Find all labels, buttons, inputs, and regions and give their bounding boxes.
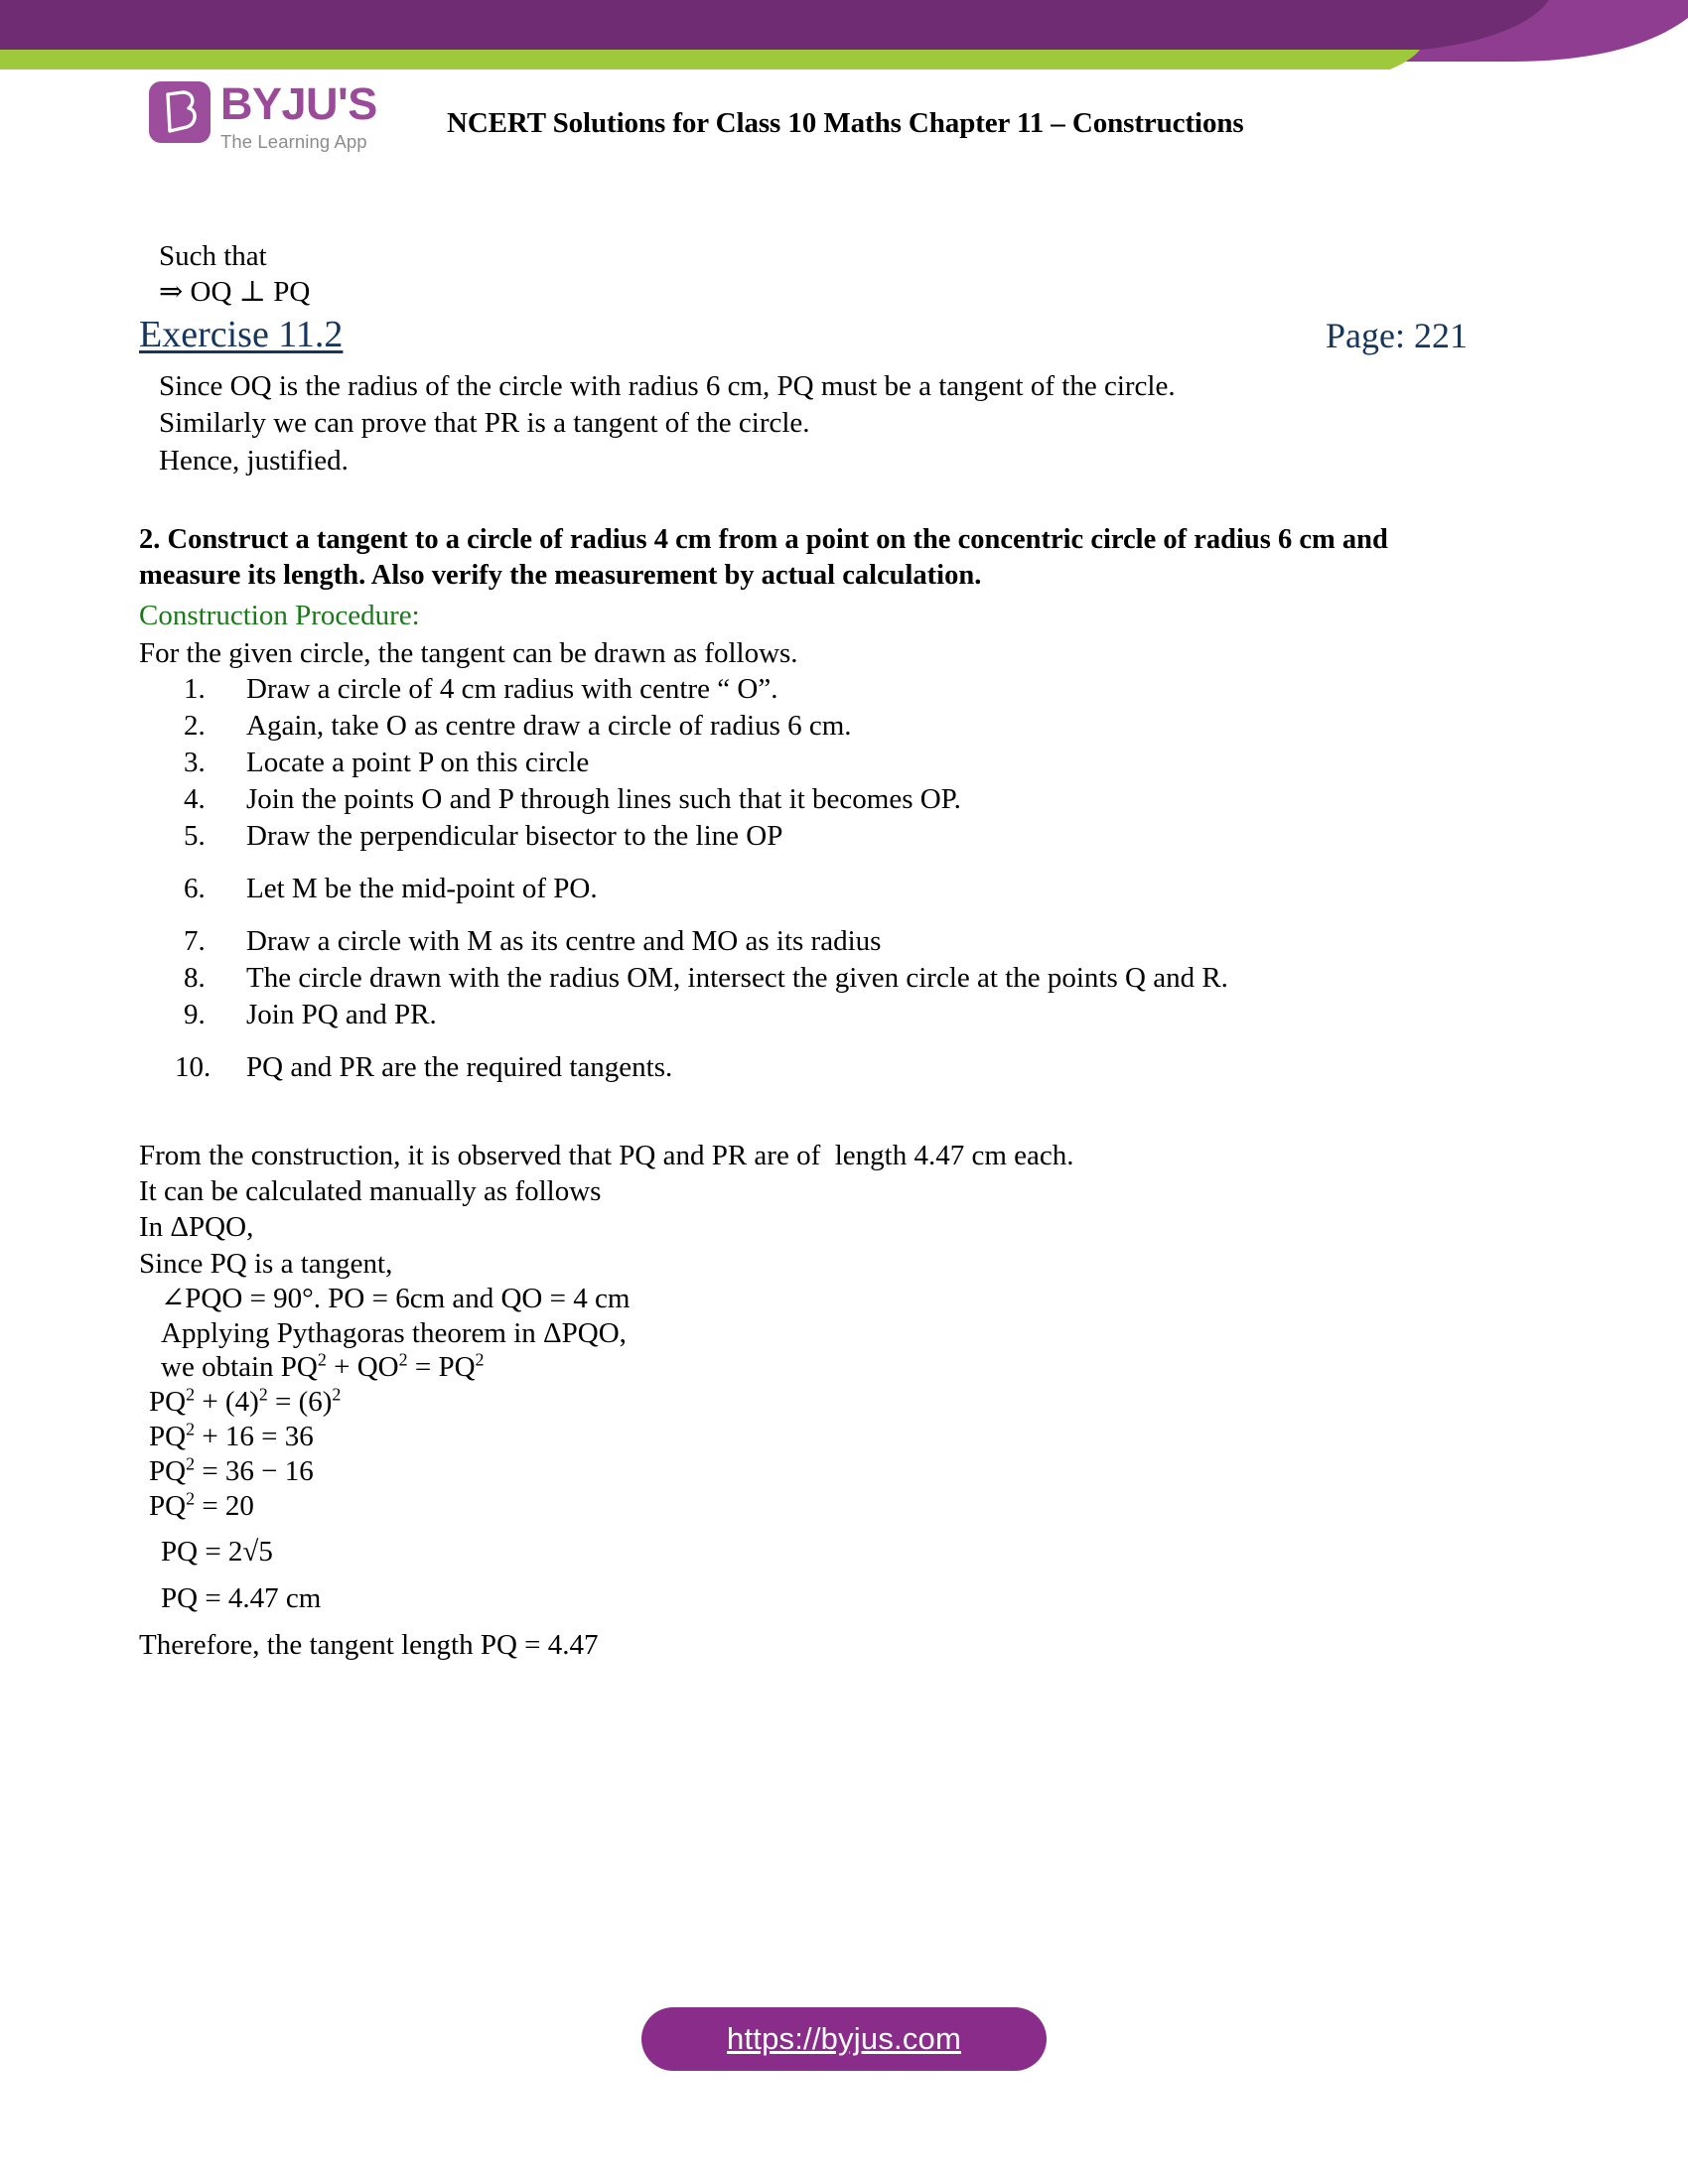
list-item bbox=[139, 782, 1549, 822]
step-text: Draw a circle of 4 cm radius with centre “ O”. bbox=[246, 672, 778, 705]
list-item bbox=[139, 672, 1549, 712]
superscript-2: 2 bbox=[186, 1419, 196, 1439]
math-angle-line: ∠PQO = 90°. PO = 6cm and QO = 4 cm bbox=[161, 1282, 631, 1314]
step-text: Draw the perpendicular bisector to the line OP bbox=[246, 819, 783, 852]
paragraph-similarly: Similarly we can prove that PR is a tangent of the circle. bbox=[159, 407, 810, 440]
superscript-2: 2 bbox=[332, 1384, 342, 1405]
step-text: Draw a circle with M as its centre and MO as its radius bbox=[246, 924, 882, 957]
observation-line-2: It can be calculated manually as follows bbox=[139, 1175, 602, 1208]
superscript-2: 2 bbox=[186, 1384, 196, 1405]
step-number: 8. bbox=[184, 961, 206, 994]
superscript-2: 2 bbox=[317, 1349, 327, 1370]
observation-line-4: Since PQ is a tangent, bbox=[139, 1247, 393, 1280]
math-conclusion: Therefore, the tangent length PQ = 4.47 bbox=[139, 1629, 599, 1662]
math-obtain-rest: + QO bbox=[326, 1351, 399, 1384]
page-footer bbox=[0, 2007, 1688, 2071]
banner-green-shape bbox=[0, 50, 1420, 69]
superscript-2: 2 bbox=[258, 1384, 268, 1405]
page-number-label: Page: 221 bbox=[1326, 315, 1468, 355]
list-item bbox=[139, 819, 1549, 859]
eq-term: PQ bbox=[149, 1454, 187, 1487]
step-number: 1. bbox=[184, 672, 206, 705]
byjus-brand-text: BYJU'S bbox=[220, 78, 377, 129]
superscript-2: 2 bbox=[186, 1488, 196, 1508]
step-text: Let M be the mid-point of PO. bbox=[246, 872, 598, 904]
byjus-logo[interactable] bbox=[149, 79, 377, 152]
document-content bbox=[0, 238, 1688, 1663]
exercise-header-row bbox=[139, 315, 1549, 366]
construction-procedure-heading: Construction Procedure: bbox=[139, 599, 420, 631]
step-number: 5. bbox=[184, 819, 206, 852]
list-item bbox=[139, 872, 1549, 911]
math-derivation-block bbox=[139, 1282, 1549, 1663]
step-text: PQ and PR are the required tangents. bbox=[246, 1050, 673, 1083]
step-text: Join PQ and PR. bbox=[246, 998, 437, 1030]
eq-term: = 36 − 16 bbox=[195, 1454, 314, 1487]
list-item bbox=[139, 746, 1549, 785]
superscript-2: 2 bbox=[186, 1453, 196, 1474]
step-number: 6. bbox=[184, 872, 206, 904]
paragraph-hence-justified: Hence, justified. bbox=[159, 444, 349, 477]
step-number: 3. bbox=[184, 746, 206, 778]
step-number: 9. bbox=[184, 998, 206, 1030]
list-item bbox=[139, 709, 1549, 749]
byjus-tagline: The Learning App bbox=[220, 131, 367, 152]
exercise-link[interactable]: Exercise 11.2 bbox=[139, 313, 344, 355]
math-equation-6: PQ = 4.47 cm bbox=[161, 1582, 322, 1615]
list-item bbox=[139, 998, 1549, 1037]
eq-term: + 16 = 36 bbox=[195, 1421, 314, 1453]
observation-line-3: In ΔPQO, bbox=[139, 1211, 254, 1244]
intro-line-1: Such that bbox=[159, 240, 267, 272]
byjus-b-logo-icon bbox=[149, 81, 211, 143]
top-banner bbox=[0, 0, 1688, 69]
step-number: 2. bbox=[184, 709, 206, 742]
step-text: Locate a point P on this circle bbox=[246, 746, 590, 778]
step-number: 10. bbox=[175, 1050, 211, 1083]
step-number: 4. bbox=[184, 782, 206, 815]
step-number: 7. bbox=[184, 924, 206, 957]
eq-term: = (6) bbox=[267, 1386, 333, 1419]
math-equation-3 bbox=[139, 1454, 1549, 1489]
observation-block bbox=[139, 1138, 1549, 1282]
banner-purple-dark-shape bbox=[0, 0, 1549, 52]
math-obtain-prefix: we obtain PQ bbox=[161, 1351, 318, 1384]
eq-term: = 20 bbox=[195, 1489, 254, 1522]
page-title: NCERT Solutions for Class 10 Maths Chapter 11 – Constructions bbox=[447, 107, 1244, 139]
construction-steps-list bbox=[139, 672, 1549, 1090]
procedure-intro-line: For the given circle, the tangent can be drawn as follows. bbox=[139, 636, 798, 669]
eq-term: + (4) bbox=[195, 1386, 259, 1419]
step-text: Again, take O as centre draw a circle of radius 6 cm. bbox=[246, 709, 852, 742]
list-item bbox=[139, 1050, 1549, 1090]
observation-line-1: From the construction, it is observed that PQ and PR are of length 4.47 cm each. bbox=[139, 1139, 1074, 1171]
math-obtain-tail: = PQ bbox=[407, 1351, 476, 1384]
question-2-text: 2. Construct a tangent to a circle of radius 4 cm from a point on the concentric circle of radius 6 cm and measure its length. Also verify the measurement by actual calculation. bbox=[139, 523, 1388, 591]
math-equation-1 bbox=[139, 1385, 1549, 1420]
list-item bbox=[139, 961, 1549, 1001]
eq-term: PQ bbox=[149, 1421, 187, 1453]
math-equation-4 bbox=[139, 1489, 1549, 1524]
eq-term: PQ bbox=[149, 1489, 187, 1522]
math-equation-2 bbox=[139, 1420, 1549, 1454]
step-text: Join the points O and P through lines such that it becomes OP. bbox=[246, 782, 961, 815]
paragraph-since-oq: Since OQ is the radius of the circle with radius 6 cm, PQ must be a tangent of the circle. bbox=[159, 369, 1176, 402]
byjus-url-button[interactable]: https://byjus.com bbox=[641, 2007, 1047, 2071]
math-pythagoras-line: Applying Pythagoras theorem in ΔPQO, bbox=[161, 1316, 627, 1349]
page-header bbox=[0, 71, 1688, 181]
intro-line-2: ⇒ OQ ⊥ PQ bbox=[159, 276, 311, 309]
step-text: The circle drawn with the radius OM, intersect the given circle at the points Q and R. bbox=[246, 961, 1228, 994]
superscript-2: 2 bbox=[398, 1349, 408, 1370]
eq-term: PQ bbox=[149, 1386, 187, 1419]
math-obtain-line bbox=[139, 1350, 1549, 1385]
superscript-2: 2 bbox=[475, 1349, 485, 1370]
math-equation-5: PQ = 2√5 bbox=[161, 1536, 273, 1569]
list-item bbox=[139, 924, 1549, 964]
